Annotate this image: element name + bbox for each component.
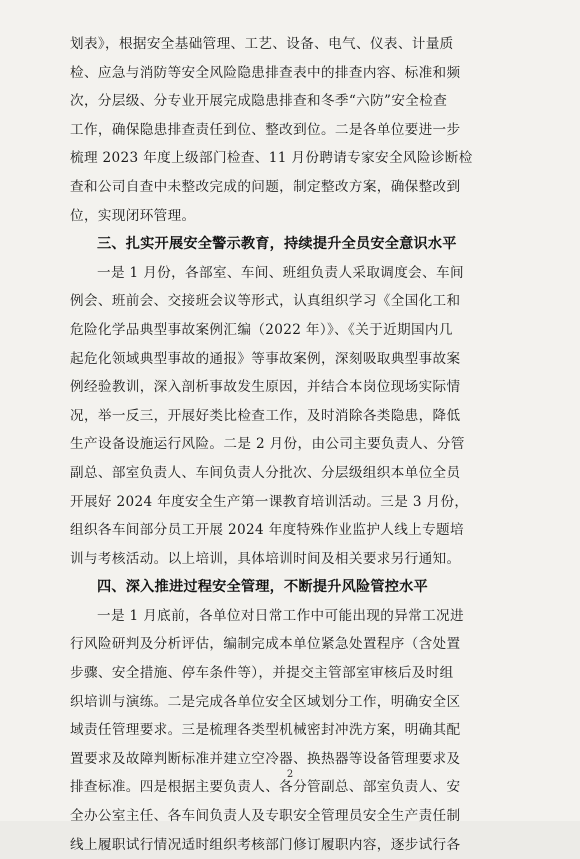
text-line: 全办公室主任、各车间负责人及专职安全管理员安全生产责任制 <box>70 808 461 825</box>
section-heading: 三、扎实开展安全警示教育，持续提升全员安全意识水平 <box>97 236 457 253</box>
paragraph-section-3 <box>70 259 526 574</box>
text-line: 一是 1 月底前，各单位对日常工作中可能出现的异常工况进 <box>97 607 464 624</box>
text-line: 排查标准。四是根据主要负责人、各分管副总、部室负责人、安 <box>70 779 461 796</box>
text-line: 况，举一反三，开展好类比检查工作，及时消除各类隐患，降低 <box>70 407 461 424</box>
text-line: 例经验教训，深入剖析事故发生原因，并结合本岗位现场实际情 <box>70 379 461 396</box>
text-line: 开展好 2024 年度安全生产第一课教育培训活动。三是 3 月份， <box>70 493 469 510</box>
section-heading: 四、深入推进过程安全管理，不断提升风险管控水平 <box>97 579 428 596</box>
text-line: 次，分层级、分专业开展完成隐患排查和冬季“六防”安全检查 <box>70 93 448 110</box>
text-line: 线上履职试行情况适时组织考核部门修订履职内容，逐步试行各 <box>70 836 461 853</box>
text-line: 组织各车间部分员工开展 2024 年度特殊作业监护人线上专题培 <box>70 522 464 539</box>
page-number: 2 <box>286 769 294 780</box>
text-line: 一是 1 月份，各部室、车间、班组负责人采取调度会、车间 <box>97 264 464 281</box>
text-line: 工作，确保隐患排查责任到位、整改到位。二是各单位要进一步 <box>70 121 461 138</box>
paragraph-section-2-tail <box>70 30 526 230</box>
text-line: 副总、部室负责人、车间负责人分批次、分层级组织本单位全员 <box>70 464 461 481</box>
text-line: 例会、班前会、交接班会议等形式，认真组织学习《全国化工和 <box>70 293 461 310</box>
text-line: 置要求及故障判断标准并建立空冷器、换热器等设备管理要求及 <box>70 750 461 767</box>
paragraph-section-4 <box>70 602 526 859</box>
text-line: 织培训与演练。二是完成各单位安全区域划分工作，明确安全区 <box>70 693 461 710</box>
text-line: 划表》，根据安全基础管理、工艺、设备、电气、仪表、计量质 <box>70 36 454 52</box>
text-line: 起危化领域典型事故的通报》等事故案例，深刻吸取典型事故案 <box>70 350 461 367</box>
text-line: 域责任管理要求。三是梳理各类型机械密封冲洗方案，明确其配 <box>70 722 461 739</box>
text-line: 训与考核活动。以上培训，具体培训时间及相关要求另行通知。 <box>70 550 461 567</box>
text-line: 行风险研判及分析评估，编制完成本单位紧急处置程序（含处置 <box>70 636 461 653</box>
text-line: 梳理 2023 年度上级部门检查、11 月份聘请专家安全风险诊断检 <box>70 150 473 167</box>
text-line: 危险化学品典型事故案例汇编（2022 年）》、《关于近期国内几 <box>70 321 453 338</box>
text-line: 查和公司自查中未整改完成的问题，制定整改方案，确保整改到 <box>70 178 461 195</box>
text-line: 步骤、安全措施、停车条件等），并提交主管部室审核后及时组 <box>70 665 454 682</box>
text-line: 位，实现闭环管理。 <box>70 207 196 224</box>
text-line: 检、应急与消防等安全风险隐患排查表中的排查内容、标准和频 <box>70 64 461 81</box>
text-line: 生产设备设施运行风险。二是 2 月份，由公司主要负责人、分管 <box>70 436 465 453</box>
